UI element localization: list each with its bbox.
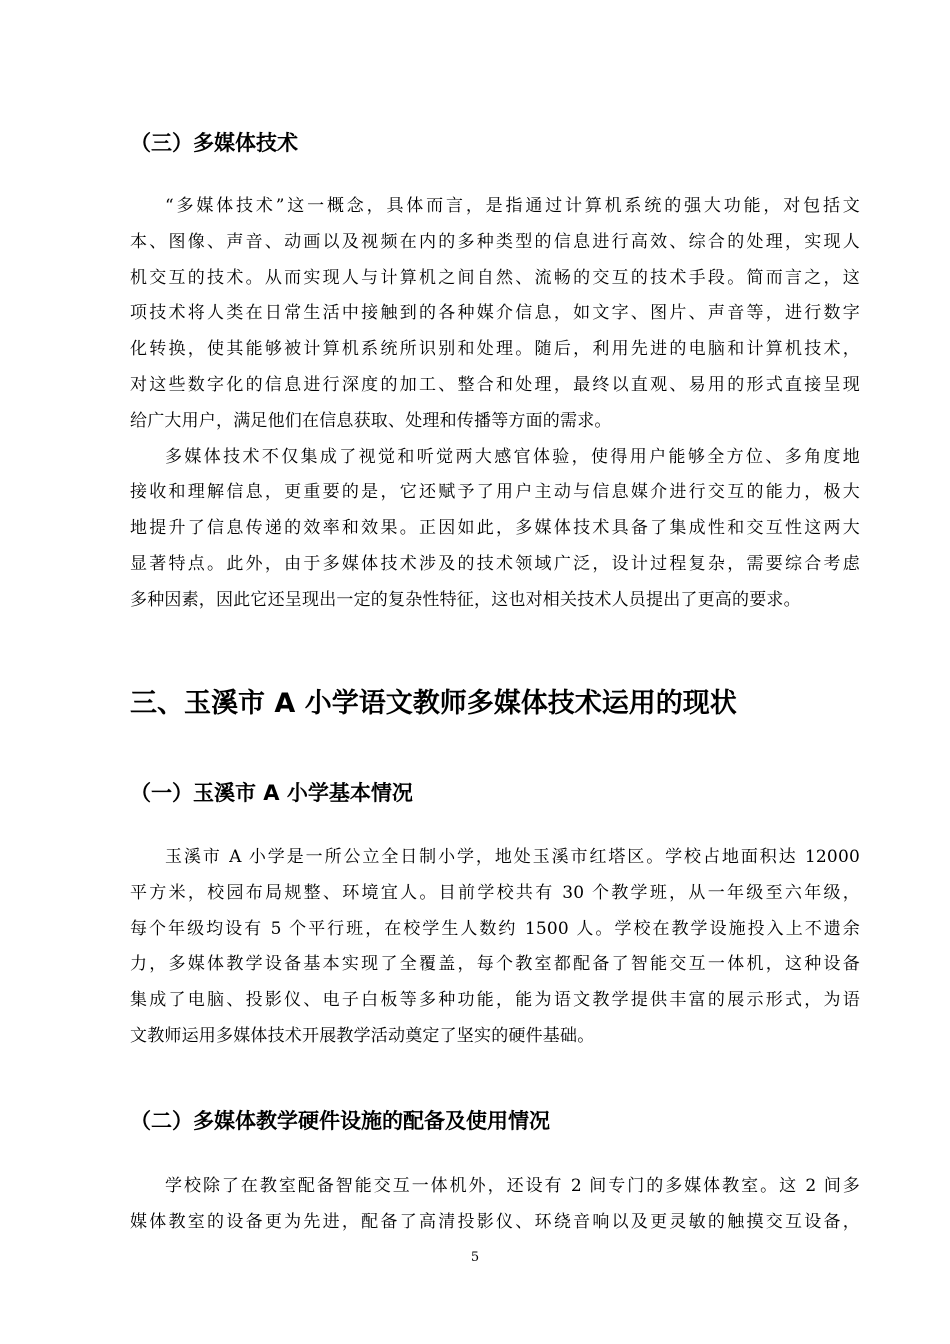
page-number: 5 <box>470 1250 480 1265</box>
paragraph-line: 给广大用户，满足他们在信息获取、处理和传播等方面的需求。 <box>130 410 612 431</box>
paragraph-line: 地提升了信息传递的效率和效果。正因如此，多媒体技术具备了集成性和交互性这两大 <box>130 518 860 539</box>
section-heading-hardware-facilities: （二）多媒体教学硬件设施的配备及使用情况 <box>130 1109 550 1133</box>
chapter-heading-current-status: 三、玉溪市 A 小学语文教师多媒体技术运用的现状 <box>130 688 737 719</box>
section-heading-school-basic-info: （一）玉溪市 A 小学基本情况 <box>130 781 413 805</box>
paragraph-line: 项技术将人类在日常生活中接触到的各种媒介信息，如文字、图片、声音等，进行数字 <box>130 303 860 324</box>
paragraph-line: 平方米，校园布局规整、环境宜人。目前学校共有 30 个教学班，从一年级至六年级， <box>130 882 860 903</box>
paragraph-school-basic-info <box>130 840 860 1055</box>
paragraph-line: 本、图像、声音、动画以及视频在内的多种类型的信息进行高效、综合的处理，实现人 <box>130 231 860 252</box>
paragraph-line: 化转换，使其能够被计算机系统所识别和处理。随后，利用先进的电脑和计算机技术， <box>130 339 860 360</box>
paragraph-line: 机交互的技术。从而实现人与计算机之间自然、流畅的交互的技术手段。简而言之，这 <box>130 267 860 288</box>
paragraph-line: 力，多媒体教学设备基本实现了全覆盖，每个教室都配备了智能交互一体机，这种设备 <box>130 954 860 975</box>
paragraph-line: 显著特点。此外，由于多媒体技术涉及的技术领域广泛，设计过程复杂，需要综合考虑 <box>130 553 860 574</box>
paragraph-line: 对这些数字化的信息进行深度的加工、整合和处理，最终以直观、易用的形式直接呈现 <box>130 374 860 395</box>
paragraph-line: 多媒体技术不仅集成了视觉和听觉两大感官体验，使得用户能够全方位、多角度地 <box>165 446 860 467</box>
paragraph-line: 每个年级均设有 5 个平行班，在校学生人数约 1500 人。学校在教学设施投入上不遗余 <box>130 918 860 939</box>
paragraph-line: 媒体教室的设备更为先进，配备了高清投影仪、环绕音响以及更灵敏的触摸交互设备， <box>130 1211 860 1232</box>
paragraph-line: 集成了电脑、投影仪、电子白板等多种功能，能为语文教学提供丰富的展示形式，为语 <box>130 990 860 1011</box>
section-heading-multimedia-technology: （三）多媒体技术 <box>130 131 298 155</box>
paragraph-line: 文教师运用多媒体技术开展教学活动奠定了坚实的硬件基础。 <box>130 1025 595 1046</box>
paragraph-hardware-facilities <box>130 1169 860 1241</box>
paragraph-line: “多媒体技术”这一概念，具体而言，是指通过计算机系统的强大功能，对包括文 <box>165 196 860 216</box>
paragraph-line: 多种因素，因此它还呈现出一定的复杂性特征，这也对相关技术人员提出了更高的要求。 <box>130 589 801 610</box>
paragraph-line: 接收和理解信息，更重要的是，它还赋予了用户主动与信息媒介进行交互的能力，极大 <box>130 482 860 503</box>
paragraph-line: 玉溪市 A 小学是一所公立全日制小学，地处玉溪市红塔区。学校占地面积达 12000 <box>165 847 860 867</box>
paragraph-multimedia-definition <box>130 189 860 619</box>
paragraph-line: 学校除了在教室配备智能交互一体机外，还设有 2 间专门的多媒体教室。这 2 间多 <box>165 1176 860 1196</box>
